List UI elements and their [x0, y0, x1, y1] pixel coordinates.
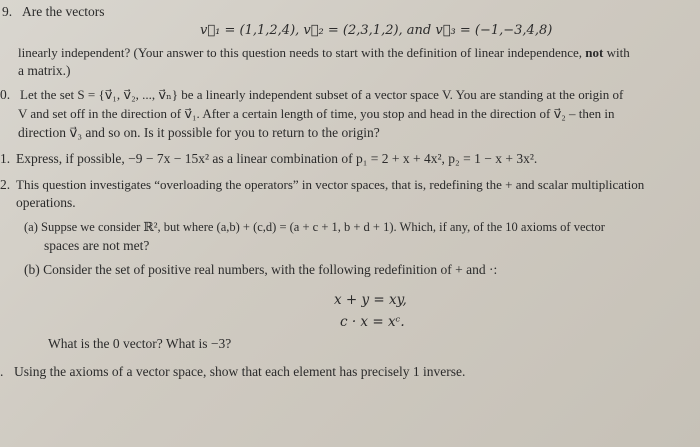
q13-number: .: [0, 364, 4, 379]
q12a-line2: spaces are not met?: [44, 238, 150, 253]
q9-vectors: v⃗₁ = (1,1,2,4), v⃗₂ = (2,3,1,2), and v⃗₃ = (−1,−3,4,8): [200, 23, 553, 38]
q12b-eq1: x + y = xy,: [334, 292, 407, 308]
q10-line1: Let the set S = {v⃗₁, v⃗₂, ..., v⃗ₙ} be a linearly independent subset of a vector space V. You are standing at the origin of: [20, 87, 624, 102]
q9-with-text: with: [603, 45, 630, 60]
q9-line2: [18, 45, 630, 61]
q10-line3: direction v⃗₃ and so on. Is it possible for you to return to the origin?: [18, 125, 380, 140]
q10-line2: V and set off in the direction of v⃗₁. After a certain length of time, you stop and head in the direction of v⃗₂ – then in: [18, 106, 615, 121]
q12a-line1: (a) Suppse we consider ℝ², but where (a,b) + (c,d) = (a + c + 1, b + d + 1). Which, if any, of the 10 axioms of vector: [24, 220, 605, 234]
q9-not-emphasis: not: [585, 45, 604, 60]
q11-number: 1.: [0, 151, 11, 166]
q9-prompt: Are the vectors: [22, 4, 105, 19]
q11-text: Express, if possible, −9 − 7x − 15x² as a linear combination of p₁ = 2 + x + 4x², p₂ = 1 − x + 3x².: [16, 151, 538, 166]
q12b-question: What is the 0 vector? What is −3?: [48, 336, 232, 351]
q12-line2: operations.: [16, 195, 76, 210]
q13-text: Using the axioms of a vector space, show that each element has precisely 1 inverse.: [14, 364, 466, 379]
q12-line1: This question investigates “overloading the operators” in vector spaces, that is, redefining the + and scalar multiplication: [16, 177, 645, 192]
q9-line3: a matrix.): [18, 63, 71, 78]
q10-number: 0.: [0, 87, 11, 102]
q9-number: 9.: [2, 4, 13, 19]
q9-line2-text: linearly independent? (Your answer to this question needs to start with the definition of linear independence,: [18, 45, 583, 60]
q12b-eq2: c · x = xᶜ.: [340, 314, 405, 330]
q12b-line1: (b) Consider the set of positive real numbers, with the following redefinition of + and ·:: [24, 262, 498, 277]
q12-number: 2.: [0, 177, 11, 192]
